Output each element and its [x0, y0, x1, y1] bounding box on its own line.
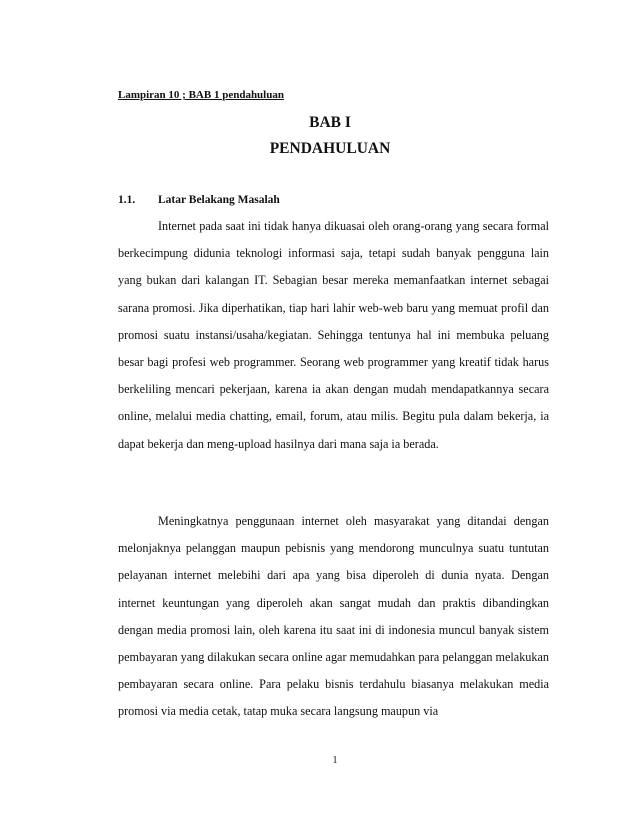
chapter-number: BAB I — [309, 114, 351, 131]
section-title: Latar Belakang Masalah — [158, 194, 280, 206]
section-number: 1.1. — [118, 194, 136, 206]
page-number: 1 — [332, 755, 338, 766]
body-paragraph-1: Internet pada saat ini tidak hanya dikuasai oleh orang-orang yang secara formal berkecimpung didunia teknologi informasi saja, tetapi sudah banyak pengguna lain yang bukan dari kalangan IT. Sebagian besar mereka memanfaatkan internet sebagai sarana promosi. Jika diperhatikan, tiap hari lahir web-web baru yang memuat profil dan promosi suatu instansi/usaha/kegiatan. Sehingga tentunya hal ini membuka peluang besar bagi profesi web programmer. Seorang web programmer yang kreatif tidak harus berkeliling mencari pekerjaan, karena ia akan dengan mudah mendapatkannya secara online, melalui media chatting, email, forum, atau milis. Begitu pula dalam bekerja, ia dapat bekerja dan meng-upload hasilnya dari mana saja ia berada. — [118, 219, 549, 451]
header-note: Lampiran 10 ; BAB 1 pendahuluan — [118, 89, 284, 101]
body-paragraph-2: Meningkatnya penggunaan internet oleh masyarakat yang ditandai dengan melonjaknya pelanggan maupun pebisnis yang mendorong munculnya suatu tuntutan pelayanan internet melebihi dari apa yang bisa diperoleh di dunia nyata. Dengan internet keuntungan yang diperoleh akan sangat mudah dan praktis dibandingkan dengan media promosi lain, oleh karena itu saat ini di indonesia muncul banyak sistem pembayaran yang dilakukan secara online agar memudahkan para pelanggan melakukan pembayaran secara online. Para pelaku bisnis terdahulu biasanya melakukan media promosi via media cetak, tatap muka secara langsung maupun via — [118, 514, 549, 719]
chapter-title: PENDAHULUAN — [269, 140, 391, 157]
section-heading — [118, 194, 280, 206]
